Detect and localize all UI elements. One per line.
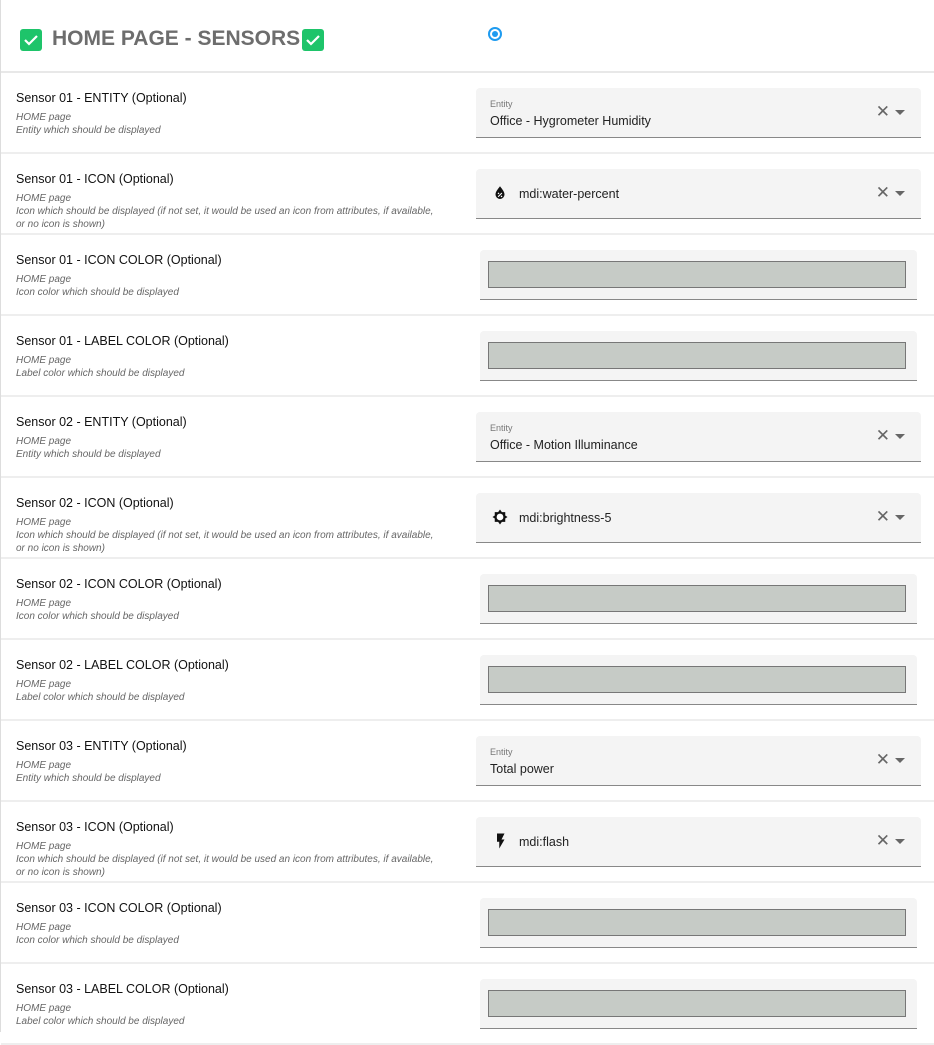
setting-description bbox=[16, 759, 436, 785]
clear-icon[interactable]: ✕ bbox=[875, 507, 890, 526]
water-percent-icon bbox=[491, 184, 509, 202]
color-field[interactable] bbox=[480, 655, 917, 705]
setting-row bbox=[1, 235, 934, 316]
checkbox-icon[interactable] bbox=[20, 29, 42, 51]
setting-label: Sensor 01 - ICON COLOR (Optional) bbox=[16, 253, 222, 267]
color-swatch[interactable] bbox=[488, 261, 906, 288]
icon-picker[interactable] bbox=[476, 817, 921, 867]
desc-page: HOME page bbox=[16, 760, 72, 771]
field-value: mdi:brightness-5 bbox=[519, 511, 612, 525]
desc-page: HOME page bbox=[16, 1003, 72, 1014]
setting-description bbox=[16, 435, 436, 461]
desc-text: Label color which should be displayed bbox=[16, 692, 185, 703]
color-field[interactable] bbox=[480, 979, 917, 1029]
setting-row bbox=[1, 154, 934, 235]
color-swatch[interactable] bbox=[488, 909, 906, 936]
desc-page: HOME page bbox=[16, 274, 72, 285]
setting-row bbox=[1, 316, 934, 397]
desc-text: Icon color which should be displayed bbox=[16, 935, 179, 946]
color-swatch[interactable] bbox=[488, 990, 906, 1017]
chevron-down-icon[interactable] bbox=[895, 191, 905, 196]
desc-page: HOME page bbox=[16, 598, 72, 609]
setting-description bbox=[16, 1002, 436, 1028]
desc-text: Label color which should be displayed bbox=[16, 368, 185, 379]
brightness-5-icon bbox=[491, 508, 509, 526]
chevron-down-icon[interactable] bbox=[895, 839, 905, 844]
desc-text: Icon which should be displayed (if not set, it would be used an icon from attributes, if available, or no icon is shown) bbox=[16, 854, 434, 878]
setting-row bbox=[1, 802, 934, 883]
desc-text: Entity which should be displayed bbox=[16, 125, 161, 136]
desc-text: Entity which should be displayed bbox=[16, 773, 161, 784]
setting-description bbox=[16, 273, 436, 299]
clear-icon[interactable]: ✕ bbox=[875, 750, 890, 769]
desc-text: Entity which should be displayed bbox=[16, 449, 161, 460]
setting-label: Sensor 03 - ICON (Optional) bbox=[16, 820, 174, 834]
color-field[interactable] bbox=[480, 331, 917, 381]
setting-description bbox=[16, 597, 436, 623]
setting-label: Sensor 01 - LABEL COLOR (Optional) bbox=[16, 334, 229, 348]
setting-row bbox=[1, 559, 934, 640]
desc-page: HOME page bbox=[16, 355, 72, 366]
flash-icon bbox=[491, 832, 509, 850]
setting-description bbox=[16, 192, 436, 231]
setting-label: Sensor 02 - ENTITY (Optional) bbox=[16, 415, 187, 429]
field-value: Office - Motion Illuminance bbox=[490, 438, 638, 452]
checkbox-icon[interactable] bbox=[302, 29, 324, 51]
field-value: mdi:flash bbox=[519, 835, 570, 849]
chevron-down-icon[interactable] bbox=[895, 110, 905, 115]
color-field[interactable] bbox=[480, 574, 917, 624]
desc-text: Icon which should be displayed (if not set, it would be used an icon from attributes, if available, or no icon is shown) bbox=[16, 530, 434, 554]
field-value: Total power bbox=[490, 762, 554, 776]
setting-row bbox=[1, 73, 934, 154]
clear-icon[interactable]: ✕ bbox=[875, 831, 890, 850]
clear-icon[interactable]: ✕ bbox=[875, 183, 890, 202]
desc-text: Label color which should be displayed bbox=[16, 1016, 185, 1027]
clear-icon[interactable]: ✕ bbox=[875, 426, 890, 445]
desc-page: HOME page bbox=[16, 517, 72, 528]
chevron-down-icon[interactable] bbox=[895, 515, 905, 520]
setting-label: Sensor 03 - ICON COLOR (Optional) bbox=[16, 901, 222, 915]
color-field[interactable] bbox=[480, 898, 917, 948]
desc-text: Icon color which should be displayed bbox=[16, 287, 179, 298]
desc-page: HOME page bbox=[16, 922, 72, 933]
setting-description bbox=[16, 678, 436, 704]
desc-text: Icon color which should be displayed bbox=[16, 611, 179, 622]
desc-page: HOME page bbox=[16, 841, 72, 852]
setting-description bbox=[16, 354, 436, 380]
setting-label: Sensor 02 - ICON (Optional) bbox=[16, 496, 174, 510]
field-label: Entity bbox=[490, 99, 513, 109]
field-label: Entity bbox=[490, 747, 513, 757]
setting-description bbox=[16, 111, 436, 137]
setting-row bbox=[1, 964, 934, 1045]
section-header bbox=[1, 0, 934, 73]
color-swatch[interactable] bbox=[488, 585, 906, 612]
setting-row bbox=[1, 640, 934, 721]
chevron-down-icon[interactable] bbox=[895, 434, 905, 439]
desc-text: Icon which should be displayed (if not set, it would be used an icon from attributes, if available, or no icon is shown) bbox=[16, 206, 434, 230]
setting-row bbox=[1, 397, 934, 478]
entity-picker[interactable] bbox=[476, 736, 921, 786]
setting-label: Sensor 01 - ENTITY (Optional) bbox=[16, 91, 187, 105]
radio-button[interactable] bbox=[488, 27, 502, 41]
setting-label: Sensor 01 - ICON (Optional) bbox=[16, 172, 174, 186]
desc-page: HOME page bbox=[16, 112, 72, 123]
desc-page: HOME page bbox=[16, 679, 72, 690]
setting-description bbox=[16, 921, 436, 947]
setting-row bbox=[1, 721, 934, 802]
setting-row bbox=[1, 883, 934, 964]
setting-description bbox=[16, 840, 436, 879]
chevron-down-icon[interactable] bbox=[895, 758, 905, 763]
color-swatch[interactable] bbox=[488, 666, 906, 693]
clear-icon[interactable]: ✕ bbox=[875, 102, 890, 121]
icon-picker[interactable] bbox=[476, 169, 921, 219]
desc-page: HOME page bbox=[16, 436, 72, 447]
setting-label: Sensor 03 - LABEL COLOR (Optional) bbox=[16, 982, 229, 996]
color-field[interactable] bbox=[480, 250, 917, 300]
setting-label: Sensor 03 - ENTITY (Optional) bbox=[16, 739, 187, 753]
setting-description bbox=[16, 516, 436, 555]
color-swatch[interactable] bbox=[488, 342, 906, 369]
icon-picker[interactable] bbox=[476, 493, 921, 543]
field-label: Entity bbox=[490, 423, 513, 433]
desc-page: HOME page bbox=[16, 193, 72, 204]
entity-picker[interactable] bbox=[476, 88, 921, 138]
setting-label: Sensor 02 - ICON COLOR (Optional) bbox=[16, 577, 222, 591]
setting-label: Sensor 02 - LABEL COLOR (Optional) bbox=[16, 658, 229, 672]
setting-row bbox=[1, 478, 934, 559]
entity-picker[interactable] bbox=[476, 412, 921, 462]
field-value: mdi:water-percent bbox=[519, 187, 620, 201]
field-value: Office - Hygrometer Humidity bbox=[490, 114, 651, 128]
section-title: HOME PAGE - SENSORS bbox=[52, 27, 301, 50]
